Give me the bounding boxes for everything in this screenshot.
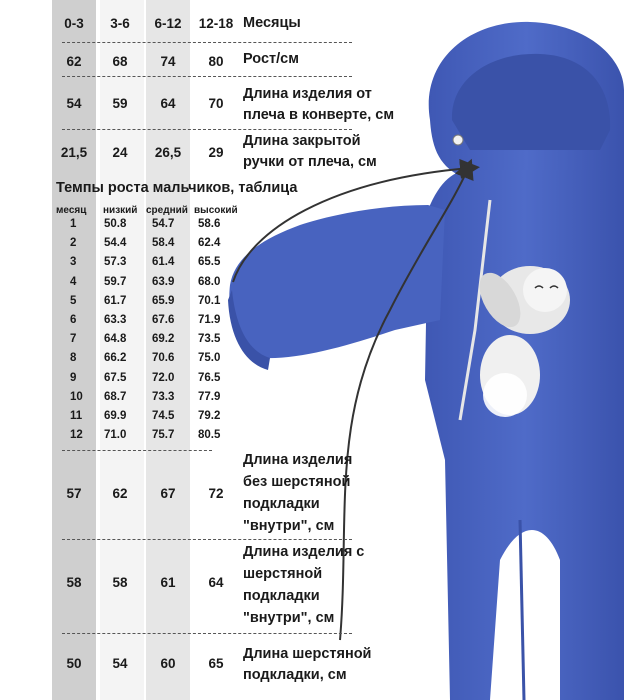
growth-low: 71.0 <box>104 429 127 442</box>
growth-high: 70.1 <box>198 294 221 307</box>
length-with-lining-label-line1: Длина изделия с <box>243 544 365 560</box>
length-with-lining-label-line3: подкладки <box>243 588 320 604</box>
length-without-lining-label-line3: подкладки <box>243 496 320 512</box>
months-label: Месяцы <box>243 15 301 31</box>
length-in-envelope-3-6: 59 <box>112 96 128 111</box>
growth-month: 1 <box>70 218 77 230</box>
growth-high: 65.5 <box>198 256 221 269</box>
length-with-lining-0-3: 58 <box>66 575 82 590</box>
length-with-lining-label-line2: шерстяной <box>243 566 323 582</box>
growth-low: 59.7 <box>104 275 127 288</box>
growth-mid: 67.6 <box>152 314 175 326</box>
growth-high: 58.6 <box>198 218 221 230</box>
growth-high: 75.0 <box>198 352 221 365</box>
growth-mid: 69.2 <box>152 333 175 346</box>
sleeve-length-3-6: 24 <box>112 145 128 160</box>
month-12-18: 12-18 <box>198 16 234 31</box>
length-with-lining-label-line4: "внутри", см <box>243 610 335 626</box>
growth-low: 64.8 <box>104 333 127 346</box>
growth-month: 9 <box>70 371 77 384</box>
growth-low: 57.3 <box>104 256 127 269</box>
row-divider <box>62 539 352 540</box>
growth-col-high: высокий <box>194 205 238 216</box>
sleeve-length-12-18: 29 <box>208 145 224 160</box>
growth-high: 62.4 <box>198 237 221 250</box>
growth-table-title: Темпы роста мальчиков, таблица <box>56 180 298 196</box>
height-0-3: 62 <box>66 54 82 69</box>
growth-col-month: месяц <box>56 205 87 216</box>
growth-mid: 63.9 <box>152 275 175 288</box>
length-without-lining-3-6: 62 <box>112 486 128 501</box>
growth-high: 80.5 <box>198 429 221 442</box>
growth-mid: 54.7 <box>152 218 175 230</box>
length-without-lining-12-18: 72 <box>208 486 224 501</box>
growth-high: 73.5 <box>198 333 221 346</box>
month-3-6: 3-6 <box>110 16 130 31</box>
height-12-18: 80 <box>208 54 224 69</box>
length-with-lining-12-18: 64 <box>208 575 224 590</box>
growth-mid: 70.6 <box>152 352 175 365</box>
length-without-lining-label-line4: "внутри", см <box>243 518 335 534</box>
growth-mid: 65.9 <box>152 294 175 307</box>
length-without-lining-6-12: 67 <box>160 486 176 501</box>
growth-high: 68.0 <box>198 275 221 288</box>
growth-mid: 72.0 <box>152 371 175 384</box>
growth-low: 63.3 <box>104 314 127 326</box>
sleeve-length-label-line1: Длина закрытой <box>243 133 361 149</box>
growth-low: 61.7 <box>104 294 127 307</box>
growth-month: 3 <box>70 256 77 269</box>
row-divider <box>62 633 352 634</box>
length-in-envelope-12-18: 70 <box>208 96 224 111</box>
growth-high: 71.9 <box>198 314 221 326</box>
height-3-6: 68 <box>112 54 128 69</box>
length-in-envelope-0-3: 54 <box>66 96 82 111</box>
growth-mid: 58.4 <box>152 237 175 250</box>
sleeve-length-6-12: 26,5 <box>154 145 182 160</box>
growth-month: 2 <box>70 237 77 250</box>
length-with-lining-3-6: 58 <box>112 575 128 590</box>
height-label: Рост/см <box>243 51 299 67</box>
month-6-12: 6-12 <box>154 16 182 31</box>
sleeve-length-label-line2: ручки от плеча, см <box>243 154 377 170</box>
growth-mid: 61.4 <box>152 256 175 269</box>
growth-month: 10 <box>70 390 83 403</box>
growth-mid: 74.5 <box>152 410 175 422</box>
height-6-12: 74 <box>160 54 176 69</box>
growth-low: 68.7 <box>104 390 127 403</box>
growth-month: 11 <box>70 410 83 422</box>
growth-low: 66.2 <box>104 352 127 365</box>
length-in-envelope-6-12: 64 <box>160 96 176 111</box>
growth-high: 79.2 <box>198 410 221 422</box>
lining-length-label-line1: Длина шерстяной <box>243 646 372 662</box>
length-without-lining-label-line1: Длина изделия <box>243 452 353 468</box>
sleeve-length-0-3: 21,5 <box>60 145 88 160</box>
row-divider <box>62 450 212 451</box>
growth-low: 67.5 <box>104 371 127 384</box>
growth-high: 76.5 <box>198 371 221 384</box>
growth-month: 7 <box>70 333 77 346</box>
growth-low: 69.9 <box>104 410 127 422</box>
length-in-envelope-label-line1: Длина изделия от <box>243 86 372 102</box>
growth-month: 12 <box>70 429 83 442</box>
lining-length-label-line2: подкладки, см <box>243 667 347 683</box>
lining-length-3-6: 54 <box>112 656 128 671</box>
length-in-envelope-label-line2: плеча в конверте, см <box>243 107 395 123</box>
growth-month: 6 <box>70 314 77 326</box>
lining-length-6-12: 60 <box>160 656 176 671</box>
length-with-lining-6-12: 61 <box>160 575 176 590</box>
growth-low: 54.4 <box>104 237 127 250</box>
growth-month: 8 <box>70 352 77 365</box>
row-divider <box>62 76 352 77</box>
growth-col-low: низкий <box>103 205 138 216</box>
length-without-lining-label-line2: без шерстяной <box>243 474 351 490</box>
growth-mid: 73.3 <box>152 390 175 403</box>
growth-month: 4 <box>70 275 77 288</box>
growth-col-mid: средний <box>146 205 188 216</box>
lining-length-0-3: 50 <box>66 656 82 671</box>
month-0-3: 0-3 <box>64 16 84 31</box>
lining-length-12-18: 65 <box>208 656 224 671</box>
length-without-lining-0-3: 57 <box>66 486 82 501</box>
growth-month: 5 <box>70 294 77 307</box>
growth-high: 77.9 <box>198 390 221 403</box>
row-divider <box>62 42 352 43</box>
growth-low: 50.8 <box>104 218 127 230</box>
growth-mid: 75.7 <box>152 429 175 442</box>
